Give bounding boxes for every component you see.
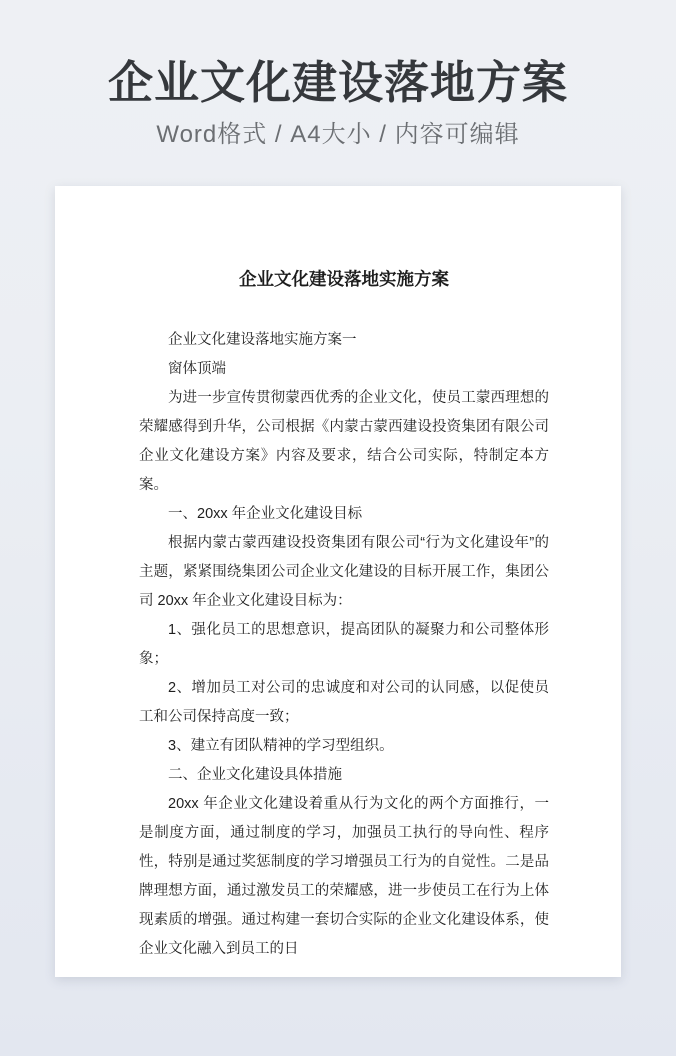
doc-paragraph: 3、建立有团队精神的学习型组织。 (168, 738, 394, 754)
page-subtitle: Word格式 / A4大小 / 内容可编辑 (156, 121, 520, 148)
doc-paragraph: 20xx 年企业文化建设着重从行为文化的两个方面推行，一是制度方面，通过制度的学习，加强员工执行的导向性、程序性，特别是通过奖惩制度的学习增强员工行为的自觉性。二是品牌理想方面，通过激发员工的荣耀感，进一步使员工在行为上体现素质的增强。通过构建一套切合实际的企业文化建设体系，使企业文化融入到员工的日 (139, 796, 549, 957)
preview-header (0, 0, 676, 150)
doc-paragraph: 为进一步宣传贯彻蒙西优秀的企业文化，使员工蒙西理想的荣耀感得到升华，公司根据《内蒙古蒙西建设投资集团有限公司企业文化建设方案》内容及要求，结合公司实际，特制定本方案。 (139, 390, 549, 493)
document-title: 企业文化建设落地实施方案 (239, 269, 449, 289)
doc-paragraph: 窗体顶端 (168, 361, 226, 377)
doc-paragraph: 企业文化建设落地实施方案一 (168, 332, 357, 348)
doc-paragraph: 1、强化员工的思想意识，提高团队的凝聚力和公司整体形象； (139, 622, 549, 667)
doc-paragraph: 一、20xx 年企业文化建设目标 (168, 506, 363, 522)
page-title: 企业文化建设落地方案 (107, 57, 568, 108)
document-body (139, 326, 549, 964)
doc-paragraph: 根据内蒙古蒙西建设投资集团有限公司“行为文化建设年”的主题，紧紧围绕集团公司企业文化建设的目标开展工作，集团公司 20xx 年企业文化建设目标为： (139, 535, 549, 609)
doc-paragraph: 二、企业文化建设具体措施 (168, 767, 342, 783)
document-page (55, 186, 621, 977)
doc-paragraph: 2、增加员工对公司的忠诚度和对公司的认同感，以促使员工和公司保持高度一致； (139, 680, 549, 725)
